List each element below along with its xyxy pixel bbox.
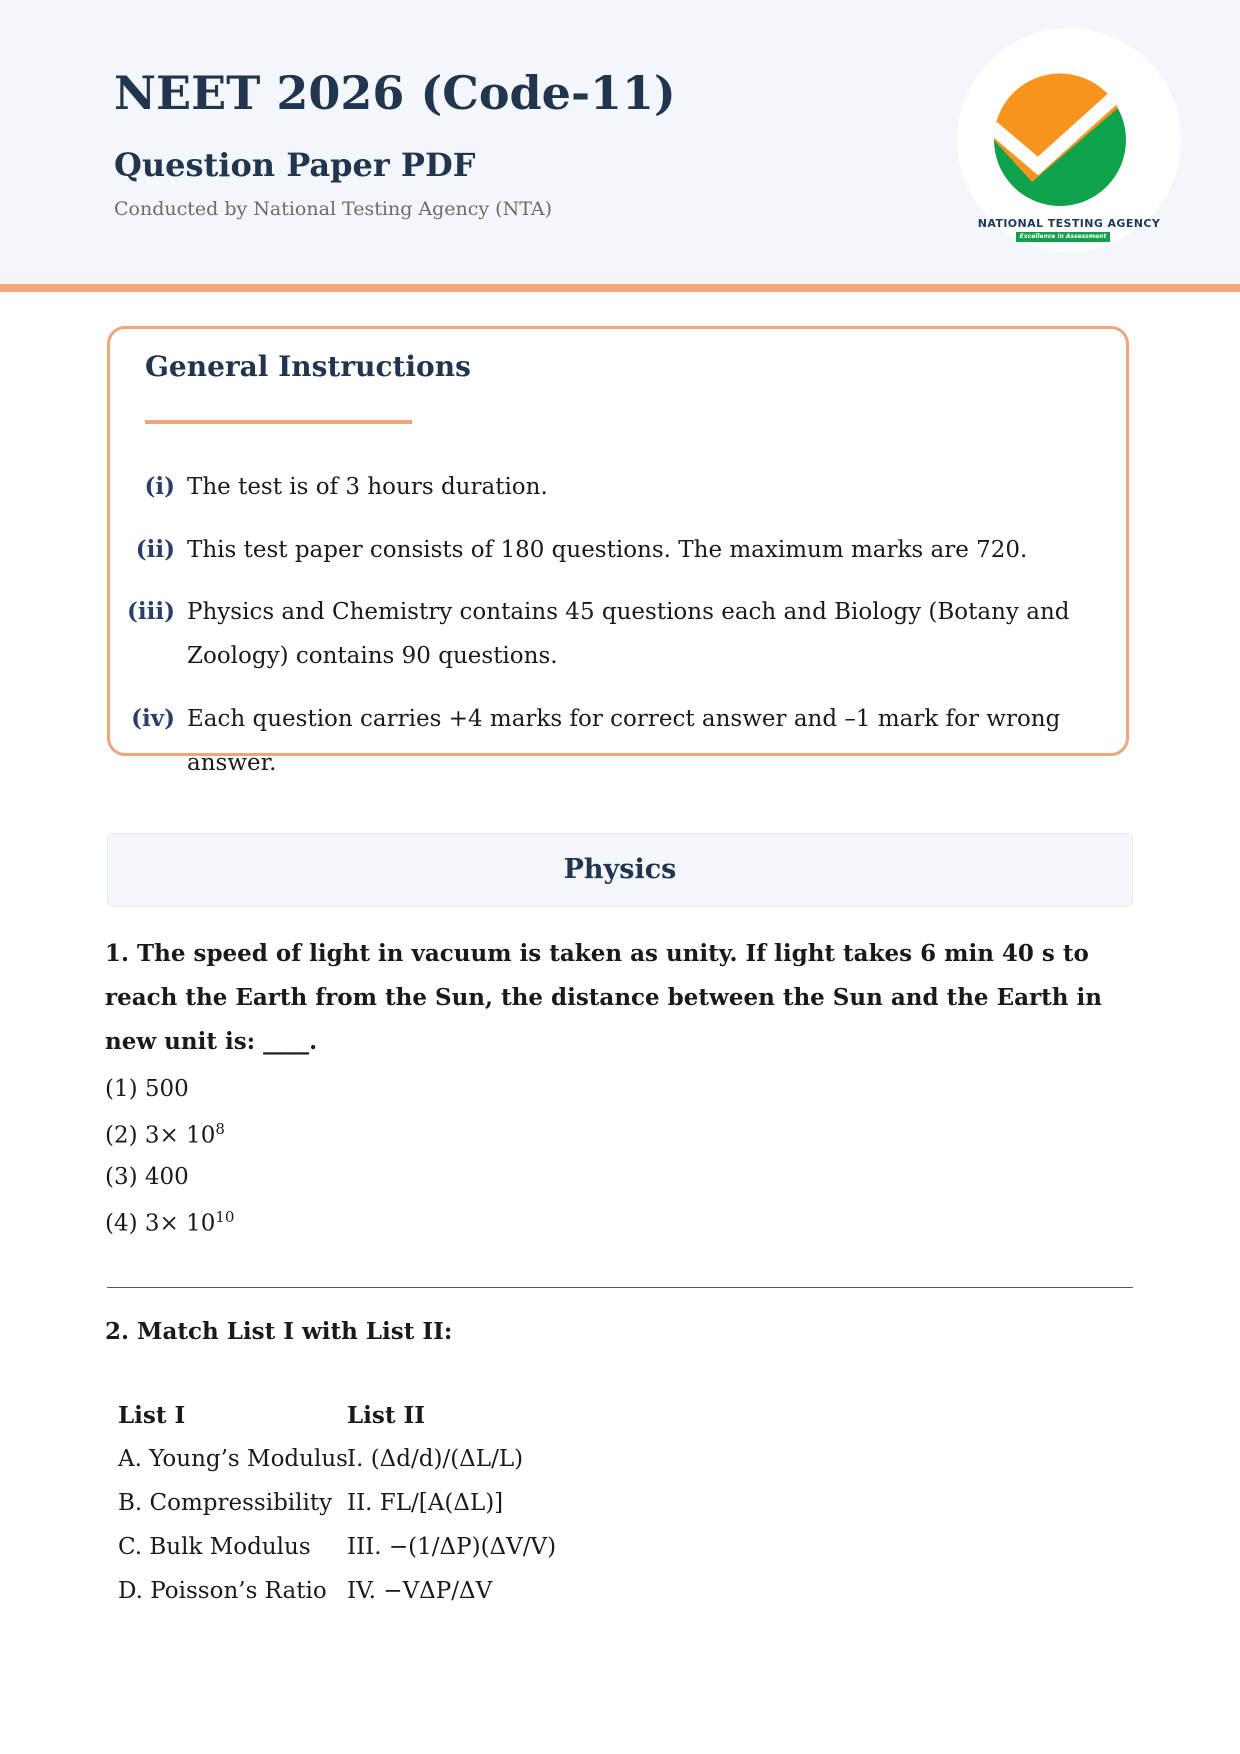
question-1-option-1 <box>105 1076 189 1102</box>
option-label: (3) 400 <box>105 1164 189 1190</box>
list-2-item: III. −(1/ΔP)(ΔV/V) <box>347 1534 557 1560</box>
instruction-text: Physics and Chemistry contains 45 questions each and Biology (Botany and Zoology) contains 90 questions. <box>187 599 1070 669</box>
question-1-option-3 <box>105 1164 189 1190</box>
option-exponent: 10 <box>215 1208 235 1226</box>
list-1-item: D. Poisson’s Ratio <box>118 1578 327 1604</box>
list-2-header: List II <box>347 1402 426 1429</box>
header-accent-rule <box>0 284 1240 292</box>
instruction-number: (iv) <box>131 705 175 732</box>
list-1-header: List I <box>118 1402 186 1429</box>
instruction-number: (i) <box>144 473 175 500</box>
logo-agency-name: NATIONAL TESTING AGENCY <box>977 217 1161 230</box>
list-2-item: II. FL/[A(ΔL)] <box>347 1490 504 1516</box>
question-2-text: 2. Match List I with List II: <box>105 1318 453 1345</box>
conducted-by-text: Conducted by National Testing Agency (NTA) <box>114 198 552 220</box>
instructions-title-underline <box>145 420 412 424</box>
instructions-title: General Instructions <box>145 350 471 383</box>
option-label: (2) 3× 10 <box>105 1122 216 1149</box>
option-exponent: 8 <box>215 1120 225 1138</box>
option-label: (1) 500 <box>105 1076 189 1102</box>
instruction-text: The test is of 3 hours duration. <box>187 474 548 500</box>
page-subtitle: Question Paper PDF <box>114 146 476 184</box>
list-1-item: A. Young’s Modulus <box>118 1446 348 1472</box>
logo-tagline: Excellence in Assessment <box>1016 232 1110 242</box>
page-title: NEET 2026 (Code-11) <box>114 66 676 120</box>
section-heading-physics: Physics <box>107 833 1133 907</box>
question-1-text: 1. The speed of light in vacuum is taken as unity. If light takes 6 min 40 s to reach the Earth from the Sun, the distance between the Sun and the Earth in new unit is: ____. <box>105 940 1102 1055</box>
instruction-number: (iii) <box>127 598 175 625</box>
list-1-item: C. Bulk Modulus <box>118 1534 311 1560</box>
nta-checkmark-logo-icon <box>990 70 1130 210</box>
question-1-option-2 <box>105 1120 225 1149</box>
instruction-text: This test paper consists of 180 questions. The maximum marks are 720. <box>187 537 1028 563</box>
list-2-item: IV. −VΔP/ΔV <box>347 1578 493 1604</box>
question-1-option-4 <box>105 1208 234 1237</box>
list-1-item: B. Compressibility <box>118 1490 333 1516</box>
instruction-number: (ii) <box>135 536 175 563</box>
question-divider <box>107 1287 1133 1288</box>
instruction-text: Each question carries +4 marks for correct answer and –1 mark for wrong answer. <box>187 706 1061 776</box>
option-label: (4) 3× 10 <box>105 1210 216 1237</box>
list-2-item: I. (Δd/d)/(ΔL/L) <box>347 1446 524 1472</box>
